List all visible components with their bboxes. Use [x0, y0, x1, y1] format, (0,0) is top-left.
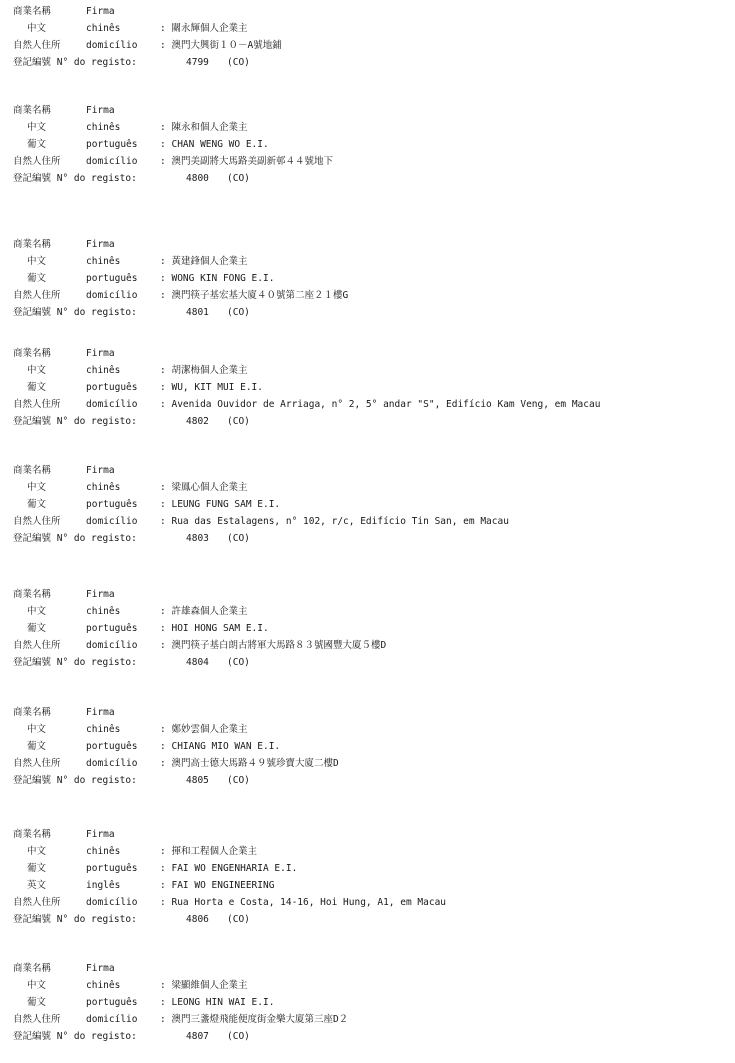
registry-number: 4805: [186, 775, 209, 786]
firm-label-cn: 商業名稱: [13, 105, 52, 116]
chinese-name-row: [0, 479, 735, 496]
firm-label-cn: 商業名稱: [13, 239, 52, 250]
portuguese-label-cn: 葡文: [27, 997, 47, 1008]
domicile-label-pt: domicílio: [86, 640, 138, 651]
registry-label: 登記編號 N° do registo:: [13, 914, 137, 925]
registry-label: 登記編號 N° do registo:: [13, 57, 137, 68]
chinese-label-cn: 中文: [27, 606, 47, 617]
chinese-label-cn: 中文: [27, 256, 47, 267]
domicile-value: : Avenida Ouvidor de Arriaga, n° 2, 5° andar "S", Edifício Kam Veng, em Macau: [160, 399, 601, 410]
domicile-label-pt: domicílio: [86, 290, 138, 301]
registry-label: 登記編號 N° do registo:: [13, 173, 137, 184]
registry-code: (CO): [227, 1031, 250, 1042]
registry-code: (CO): [227, 307, 250, 318]
domicile-row: [0, 153, 735, 170]
registry-label: 登記編號 N° do registo:: [13, 775, 137, 786]
domicile-label-cn: 自然人住所: [13, 40, 61, 51]
registry-label: 登記編號 N° do registo:: [13, 416, 137, 427]
portuguese-name-row: [0, 994, 735, 1011]
chinese-name-value: : 陳永和個人企業主: [160, 122, 248, 133]
domicile-value: : 澳門美副將大馬路美副新邨４４號地下: [160, 156, 333, 167]
chinese-label-pt: chinês: [86, 606, 121, 617]
portuguese-name-value: : FAI WO ENGENHARIA E.I.: [160, 863, 298, 874]
chinese-label-pt: chinês: [86, 23, 121, 34]
registry-number: 4806: [186, 914, 209, 925]
registry-row: [0, 911, 735, 928]
portuguese-label-pt: português: [86, 382, 138, 393]
firm-label-cn: 商業名稱: [13, 465, 52, 476]
portuguese-label-pt: português: [86, 139, 138, 150]
domicile-label-cn: 自然人住所: [13, 156, 61, 167]
chinese-name-value: : 揮和工程個人企業主: [160, 846, 257, 857]
chinese-label-pt: chinês: [86, 980, 121, 991]
domicile-label-pt: domicílio: [86, 897, 138, 908]
domicile-label-pt: domicílio: [86, 399, 138, 410]
firm-header-row: [0, 586, 735, 603]
domicile-label-pt: domicílio: [86, 156, 138, 167]
portuguese-name-value: : CHIANG MIO WAN E.I.: [160, 741, 281, 752]
chinese-label-pt: chinês: [86, 846, 121, 857]
portuguese-name-row: [0, 496, 735, 513]
registry-row: [0, 530, 735, 547]
registry-code: (CO): [227, 775, 250, 786]
portuguese-name-value: : LEUNG FUNG SAM E.I.: [160, 499, 281, 510]
portuguese-name-row: [0, 620, 735, 637]
domicile-value: : 澳門高士德大馬路４９號珍寶大廈二樓D: [160, 758, 339, 769]
chinese-label-cn: 中文: [27, 365, 47, 376]
firm-label-cn: 商業名稱: [13, 6, 52, 17]
firm-label-pt: Firma: [86, 707, 115, 718]
english-name-value: : FAI WO ENGINEERING: [160, 880, 275, 891]
firm-label-pt: Firma: [86, 963, 115, 974]
firm-label-pt: Firma: [86, 589, 115, 600]
registry-number: 4800: [186, 173, 209, 184]
english-label-cn: 英文: [27, 880, 47, 891]
registry-label: 登記編號 N° do registo:: [13, 1031, 137, 1042]
portuguese-label-cn: 葡文: [27, 623, 47, 634]
chinese-label-cn: 中文: [27, 122, 47, 133]
domicile-row: [0, 637, 735, 654]
chinese-name-row: [0, 977, 735, 994]
english-name-row: [0, 877, 735, 894]
chinese-name-value: : 梁鳳心個人企業主: [160, 482, 248, 493]
domicile-label-pt: domicílio: [86, 1014, 138, 1025]
english-label-pt: inglês: [86, 880, 121, 891]
registry-code: (CO): [227, 914, 250, 925]
firm-header-row: [0, 102, 735, 119]
domicile-row: [0, 894, 735, 911]
firm-header-row: [0, 704, 735, 721]
chinese-name-row: [0, 119, 735, 136]
chinese-name-row: [0, 253, 735, 270]
firm-label-pt: Firma: [86, 465, 115, 476]
chinese-name-value: : 黃建鋒個人企業主: [160, 256, 248, 267]
registry-number: 4804: [186, 657, 209, 668]
domicile-label-cn: 自然人住所: [13, 290, 61, 301]
domicile-value: : Rua das Estalagens, n° 102, r/c, Edifício Tin San, em Macau: [160, 516, 509, 527]
domicile-label-cn: 自然人住所: [13, 758, 61, 769]
firm-label-cn: 商業名稱: [13, 707, 52, 718]
chinese-name-row: [0, 721, 735, 738]
chinese-name-value: : 梁顯維個人企業主: [160, 980, 248, 991]
registry-number: 4802: [186, 416, 209, 427]
registry-entry: [0, 826, 735, 928]
portuguese-name-row: [0, 136, 735, 153]
portuguese-label-pt: português: [86, 623, 138, 634]
firm-header-row: [0, 236, 735, 253]
portuguese-name-value: : WONG KIN FONG E.I.: [160, 273, 275, 284]
registry-label: 登記編號 N° do registo:: [13, 657, 137, 668]
registry-entry: [0, 586, 735, 671]
portuguese-label-pt: português: [86, 273, 138, 284]
registry-row: [0, 413, 735, 430]
domicile-row: [0, 1011, 735, 1028]
registry-entry: [0, 462, 735, 547]
firm-label-cn: 商業名稱: [13, 589, 52, 600]
portuguese-label-pt: português: [86, 499, 138, 510]
portuguese-name-value: : WU, KIT MUI E.I.: [160, 382, 263, 393]
portuguese-name-row: [0, 738, 735, 755]
domicile-value: : 澳門筷子基宏基大廈４０號第二座２１樓G: [160, 290, 349, 301]
registry-entry: [0, 345, 735, 430]
firm-label-pt: Firma: [86, 348, 115, 359]
portuguese-label-cn: 葡文: [27, 499, 47, 510]
firm-header-row: [0, 345, 735, 362]
chinese-label-pt: chinês: [86, 724, 121, 735]
chinese-label-cn: 中文: [27, 724, 47, 735]
registry-entry: [0, 704, 735, 789]
firm-header-row: [0, 462, 735, 479]
chinese-label-pt: chinês: [86, 122, 121, 133]
registry-code: (CO): [227, 416, 250, 427]
registry-label: 登記編號 N° do registo:: [13, 307, 137, 318]
domicile-value: : 澳門筷子基白朗古將軍大馬路８３號國豐大廈５樓D: [160, 640, 387, 651]
chinese-label-cn: 中文: [27, 482, 47, 493]
portuguese-label-pt: português: [86, 863, 138, 874]
portuguese-name-row: [0, 860, 735, 877]
firm-label-cn: 商業名稱: [13, 963, 52, 974]
firm-label-pt: Firma: [86, 239, 115, 250]
chinese-name-value: : 鄭妙雲個人企業主: [160, 724, 248, 735]
firm-label-pt: Firma: [86, 6, 115, 17]
portuguese-label-cn: 葡文: [27, 382, 47, 393]
domicile-row: [0, 287, 735, 304]
registry-number: 4803: [186, 533, 209, 544]
domicile-row: [0, 37, 735, 54]
registry-number: 4807: [186, 1031, 209, 1042]
firm-header-row: [0, 960, 735, 977]
portuguese-name-value: : LEONG HIN WAI E.I.: [160, 997, 275, 1008]
chinese-name-value: : 許雄森個人企業主: [160, 606, 248, 617]
firm-label-pt: Firma: [86, 829, 115, 840]
domicile-row: [0, 513, 735, 530]
registry-entry: [0, 3, 735, 71]
domicile-row: [0, 396, 735, 413]
portuguese-label-pt: português: [86, 997, 138, 1008]
domicile-label-cn: 自然人住所: [13, 516, 61, 527]
domicile-label-pt: domicílio: [86, 40, 138, 51]
portuguese-label-cn: 葡文: [27, 863, 47, 874]
domicile-row: [0, 755, 735, 772]
firm-label-cn: 商業名稱: [13, 348, 52, 359]
portuguese-name-row: [0, 270, 735, 287]
portuguese-name-value: : CHAN WENG WO E.I.: [160, 139, 269, 150]
registry-entry: [0, 960, 735, 1045]
chinese-name-value: : 關永輝個人企業主: [160, 23, 248, 34]
chinese-name-row: [0, 603, 735, 620]
registry-row: [0, 654, 735, 671]
chinese-name-row: [0, 843, 735, 860]
firm-header-row: [0, 826, 735, 843]
registry-code: (CO): [227, 173, 250, 184]
registry-label: 登記編號 N° do registo:: [13, 533, 137, 544]
registry-entry: [0, 236, 735, 321]
chinese-label-pt: chinês: [86, 256, 121, 267]
registry-code: (CO): [227, 657, 250, 668]
registry-row: [0, 1028, 735, 1045]
chinese-label-pt: chinês: [86, 365, 121, 376]
portuguese-label-pt: português: [86, 741, 138, 752]
portuguese-name-value: : HOI HONG SAM E.I.: [160, 623, 269, 634]
portuguese-label-cn: 葡文: [27, 741, 47, 752]
firm-label-cn: 商業名稱: [13, 829, 52, 840]
chinese-label-pt: chinês: [86, 482, 121, 493]
firm-label-pt: Firma: [86, 105, 115, 116]
domicile-label-cn: 自然人住所: [13, 897, 61, 908]
registry-code: (CO): [227, 533, 250, 544]
portuguese-name-row: [0, 379, 735, 396]
domicile-value: : 澳門三盞燈飛能便度街金樂大廈第三座D２: [160, 1014, 349, 1025]
registry-entry: [0, 102, 735, 187]
chinese-label-cn: 中文: [27, 23, 47, 34]
chinese-label-cn: 中文: [27, 846, 47, 857]
domicile-label-cn: 自然人住所: [13, 399, 61, 410]
chinese-name-value: : 胡潔梅個人企業主: [160, 365, 248, 376]
domicile-label-pt: domicílio: [86, 516, 138, 527]
chinese-name-row: [0, 20, 735, 37]
domicile-value: : Rua Horta e Costa, 14-16, Hoi Hung, A1, em Macau: [160, 897, 447, 908]
firm-header-row: [0, 3, 735, 20]
registry-row: [0, 170, 735, 187]
registry-number: 4799: [186, 57, 209, 68]
domicile-label-cn: 自然人住所: [13, 1014, 61, 1025]
registry-row: [0, 54, 735, 71]
registry-row: [0, 304, 735, 321]
portuguese-label-cn: 葡文: [27, 273, 47, 284]
portuguese-label-cn: 葡文: [27, 139, 47, 150]
domicile-label-pt: domicílio: [86, 758, 138, 769]
registry-code: (CO): [227, 57, 250, 68]
domicile-label-cn: 自然人住所: [13, 640, 61, 651]
domicile-value: : 澳門大興街１０－A號地鋪: [160, 40, 282, 51]
registry-number: 4801: [186, 307, 209, 318]
chinese-name-row: [0, 362, 735, 379]
chinese-label-cn: 中文: [27, 980, 47, 991]
registry-row: [0, 772, 735, 789]
